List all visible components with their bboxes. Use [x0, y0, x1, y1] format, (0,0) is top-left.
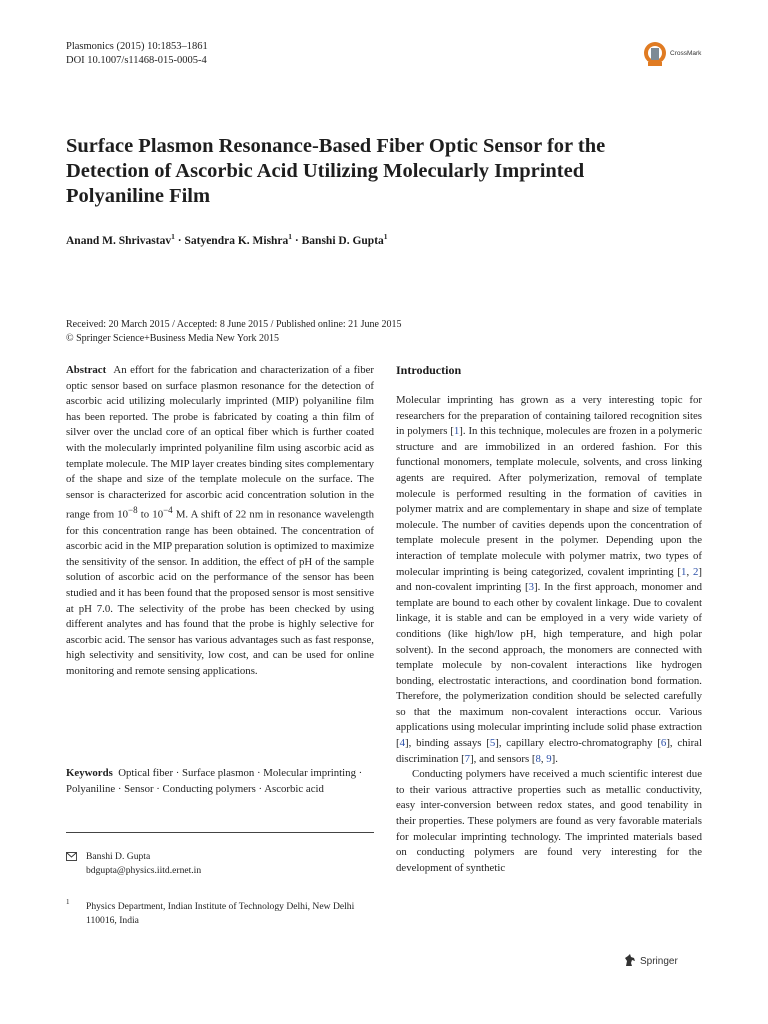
citation-link[interactable]: 5 — [489, 737, 496, 750]
introduction-body — [396, 393, 702, 876]
author-list — [66, 232, 388, 247]
doi[interactable]: DOI 10.1007/s11468-015-0005-4 — [66, 55, 207, 66]
paragraph-text: , — [686, 565, 693, 578]
exponent: −4 — [163, 505, 173, 516]
received-accepted-dates: Received: 20 March 2015 / Accepted: 8 June 2015 / Published online: 21 June 2015 — [66, 319, 402, 330]
affiliation-number: 1 — [66, 898, 70, 906]
citation-link[interactable]: 3 — [528, 581, 534, 594]
paragraph-text: ]. In this technique, molecules are frozen in a polymeric structure and are immobilized in an ordered fashion. For this functional monomers, template molecule, solvents, and cross linking agents are required. After polymerization, removal of template molecule is performed resulting in the formation of cavities in polymer matrix and are complementary in shape and size of template molecule. The number of cavities depends upon the concentration of template molecule present in the polymer. Depending upon the interaction of template molecule with polymer matrix, two types of molecular imprinting is being categorized, covalent imprinting [ — [396, 425, 703, 578]
keywords — [66, 766, 374, 797]
paper-title: Surface Plasmon Resonance-Based Fiber Optic Sensor for the Detection of Ascorbic Acid Utilizing Molecularly Imprinted Polyaniline Film — [66, 135, 606, 207]
author-affiliation-sup: 1 — [288, 232, 293, 241]
citation-link[interactable]: 7 — [464, 752, 471, 765]
introduction-paragraph — [396, 393, 702, 767]
crossmark-badge[interactable] — [643, 40, 733, 70]
keywords-text: Optical fiber · Surface plasmon · Molecular imprinting · Polyaniline · Sensor · Conducting polymers · Ascorbic acid — [66, 767, 363, 795]
envelope-icon — [66, 852, 77, 864]
publisher-name: Springer — [640, 956, 678, 967]
journal-citation: Plasmonics (2015) 10:1853–1861 — [66, 41, 208, 52]
author-separator: · — [174, 234, 185, 247]
author-name[interactable]: Anand M. Shrivastav — [66, 234, 172, 247]
springer-horse-icon — [624, 954, 636, 970]
email-link[interactable]: bdgupta@physics.iitd.ernet.in — [86, 864, 202, 876]
author-affiliation-sup: 1 — [171, 232, 175, 241]
exponent: −8 — [128, 505, 138, 516]
paragraph-text: ], chiral discrimination [ — [396, 737, 702, 765]
citation-link[interactable]: 9 — [546, 752, 552, 765]
section-heading-introduction: Introduction — [396, 363, 462, 377]
abstract-text: M. A shift of 22 nm in resonance wavelength for this concentration range has been obtained. The concentration of ascorbic acid in the MIP preparation solution is optimized to maximize the sensitivity of the sensor. In addition, the effect of pH of the sample solution of ascorbic acid on the performance of the sensor has been studied and it has been found that the proposed sensor is most sensitive at pH 7.0. The selectivity of the probe has been checked by using different analytes and has found that the probe is highly selective for ascorbic acid. The sensor has various advantages such as fast response, high selectivity and sensitivity, low cost, and can be used for online monitoring and remote sensing applications. — [66, 508, 374, 677]
abstract-text: to 10 — [137, 508, 164, 521]
paragraph-text: ]. In the first approach, monomer and template are bound to each other by covalent linkage. Due to covalent linkage, it is stable and can be employed in a very wide variety of conditions (like high/low pH, high temperature, and high polar solvent). In the second approach, the monomers are connected with template molecule by non-covalent interactions like hydrogen bonding, electrostatic interactions, and coordination bond formation. Therefore, the polymerization condition should be selected carefully so that the maximum non-covalent interactions occur. Various applications using molecular imprinting include solid phase extraction [ — [396, 581, 702, 750]
publisher-footer — [624, 954, 678, 970]
citation-link[interactable]: 6 — [660, 737, 667, 750]
author-name[interactable]: Satyendra K. Mishra — [184, 234, 289, 247]
citation-link[interactable]: 1 — [453, 425, 460, 438]
author-name[interactable]: Banshi D. Gupta — [301, 234, 384, 247]
citation-link[interactable]: 1 — [681, 565, 687, 578]
paragraph-text: ], and sensors [ — [470, 752, 536, 765]
paragraph-text: ]. — [551, 752, 558, 765]
citation-link[interactable]: 8 — [535, 752, 541, 765]
citation-link[interactable]: 4 — [399, 737, 406, 750]
crossmark-label: CrossMark — [670, 50, 702, 57]
correspondence — [86, 850, 201, 877]
author-separator: · — [292, 234, 302, 247]
paragraph-text: ] and non-covalent imprinting [ — [396, 565, 702, 594]
copyright: © Springer Science+Business Media New York 2015 — [66, 333, 279, 344]
abstract — [66, 363, 374, 679]
paragraph-text: ], capillary electro-chromatography [ — [495, 737, 661, 750]
abstract-label: Abstract — [66, 364, 107, 376]
publication-dates — [66, 318, 402, 346]
citation-link[interactable]: 2 — [692, 565, 699, 578]
abstract-text: An effort for the fabrication and characterization of a fiber optic sensor based on surface plasmon resonance for the detection of ascorbic acid utilizing molecularly imprinted (MIP) polyaniline film has been reported. The probe is fabricated by coating a thin film of silver over the unclad core of an optical fiber which is further coated with the molecularly imprinted polyaniline film using ascorbic acid as template molecule. The MIP layer creates binding sites complementary of the shape and size of the template molecule on the surface. The sensor is characterized for ascorbic acid concentration solution in the range from 10 — [66, 364, 374, 521]
author-affiliation-sup: 1 — [383, 232, 388, 241]
paragraph-text: Molecular imprinting has grown as a very interesting topic for researchers for the preparation of containing tailored recognition sites in polymers [ — [396, 394, 702, 438]
affiliation: Physics Department, Indian Institute of Technology Delhi, New Delhi 110016, India — [86, 901, 355, 926]
footnote-divider — [66, 832, 374, 833]
introduction-paragraph: Conducting polymers have received a much scientific interest due to their various attractive properties such as metallic conductivity, easy inter-conversion between redox states, and good tenability in their properties. These polymers are found as very favorable materials for molecular imprinting technology. The imprinted materials based on conducting polymers are found very interesting for the development of synthetic — [396, 768, 702, 874]
corresponding-author: Banshi D. Gupta — [86, 851, 151, 862]
keywords-label: Keywords — [66, 767, 113, 779]
paragraph-text: ], binding assays [ — [405, 737, 490, 750]
crossmark-icon — [643, 40, 667, 68]
paragraph-text: , — [540, 752, 547, 765]
